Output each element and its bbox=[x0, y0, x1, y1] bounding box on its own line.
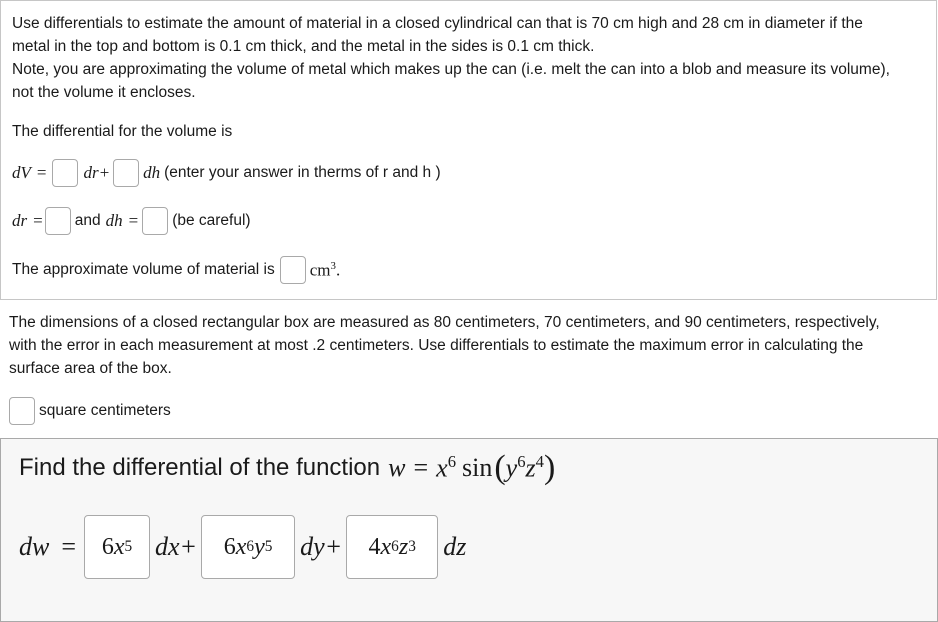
function-expression bbox=[436, 452, 456, 484]
dy-var-2: y bbox=[254, 533, 265, 560]
problem-1-text-line-2: metal in the top and bottom is 0.1 cm thick, and the metal in the sides is 0.1 cm thick. bbox=[12, 38, 595, 55]
dz-var-2: z bbox=[398, 533, 409, 560]
w-symbol: w bbox=[388, 453, 406, 482]
dz-coef: 4 bbox=[368, 533, 381, 560]
dy-var-1: x bbox=[235, 533, 247, 560]
dh-symbol: dh bbox=[143, 163, 161, 182]
dV-dr-coefficient-input[interactable] bbox=[52, 159, 78, 187]
surface-area-unit: square centimeters bbox=[39, 402, 171, 419]
dy-exp-1: 6 bbox=[246, 538, 255, 555]
equals-sign: = bbox=[36, 163, 47, 182]
surface-area-row bbox=[9, 397, 171, 425]
problem-2-text-line-1: The dimensions of a closed rectangular box are measured as 80 centimeters, 70 centimeters, and 90 centimeters, respectively, bbox=[9, 314, 880, 331]
left-paren: ( bbox=[494, 449, 506, 486]
problem-1-panel bbox=[0, 0, 937, 300]
surface-area-error-input[interactable] bbox=[9, 397, 35, 425]
dy-coef: 6 bbox=[223, 533, 236, 560]
problem-1-text-line-4: not the volume it encloses. bbox=[12, 84, 196, 101]
dw-symbol: dw bbox=[19, 532, 50, 561]
dx-plus-symbol: dx+ bbox=[155, 532, 198, 561]
z-var: z bbox=[525, 453, 536, 483]
z-exponent: 4 bbox=[535, 452, 544, 472]
dr-symbol: dr bbox=[12, 211, 28, 230]
dr-input[interactable] bbox=[45, 207, 71, 235]
dy-exp-2: 5 bbox=[264, 538, 273, 555]
dV-row bbox=[12, 159, 441, 187]
approx-volume-label: The approximate volume of material is bbox=[12, 261, 275, 278]
dz-symbol: dz bbox=[443, 532, 467, 561]
dz-exp-1: 6 bbox=[391, 538, 399, 555]
dz-exp-2: 3 bbox=[408, 538, 416, 555]
dr-plus-symbol: dr+ bbox=[83, 163, 111, 182]
equals-sign: = bbox=[128, 211, 139, 230]
dx-answer-input[interactable] bbox=[84, 515, 150, 579]
problem-1-text-line-1: Use differentials to estimate the amount of material in a closed cylindrical can that is 70 cm high and 28 cm in diameter if the bbox=[12, 15, 863, 32]
right-paren: ) bbox=[543, 449, 556, 486]
sin-argument bbox=[506, 452, 544, 484]
x-var: x bbox=[436, 453, 448, 483]
dz-var-1: x bbox=[380, 533, 392, 560]
equals-sign: = bbox=[61, 532, 77, 561]
dV-hint: (enter your answer in therms of r and h ) bbox=[164, 164, 441, 181]
dx-var: x bbox=[113, 533, 125, 560]
dr-dh-row bbox=[12, 207, 251, 235]
unit-cm3 bbox=[310, 260, 340, 281]
dV-symbol: dV bbox=[12, 163, 31, 182]
dh-input[interactable] bbox=[142, 207, 168, 235]
problem-3-panel bbox=[0, 438, 938, 622]
problem-3-prompt: Find the differential of the function bbox=[19, 454, 381, 481]
problem-2-panel bbox=[0, 300, 937, 438]
differential-label: The differential for the volume is bbox=[12, 123, 233, 140]
careful-hint: (be careful) bbox=[172, 212, 251, 229]
dh-symbol: dh bbox=[105, 211, 123, 230]
y-var: y bbox=[505, 453, 518, 483]
dy-answer-input[interactable] bbox=[201, 515, 295, 579]
dy-plus-symbol: dy+ bbox=[300, 532, 343, 561]
dw-row bbox=[19, 515, 466, 579]
equals-sign: = bbox=[33, 211, 43, 230]
sin-function: sin bbox=[462, 453, 493, 482]
approx-volume-input[interactable] bbox=[280, 256, 306, 284]
problem-3-prompt-row bbox=[19, 449, 555, 487]
y-exponent: 6 bbox=[517, 452, 526, 472]
approx-volume-row bbox=[12, 256, 340, 284]
dx-exp: 5 bbox=[124, 538, 133, 555]
problem-2-text-line-2: with the error in each measurement at most .2 centimeters. Use differentials to estimate the maximum error in calculating the bbox=[9, 337, 864, 354]
dV-dh-coefficient-input[interactable] bbox=[113, 159, 139, 187]
equals-sign: = bbox=[413, 453, 429, 482]
problem-2-text-line-3: surface area of the box. bbox=[9, 360, 172, 377]
unit-exponent: 3 bbox=[330, 259, 336, 272]
unit-base: cm bbox=[309, 260, 331, 280]
problem-1-text-line-3: Note, you are approximating the volume of metal which makes up the can (i.e. melt the can into a blob and measure its volume), bbox=[12, 61, 890, 78]
x-exponent: 6 bbox=[447, 452, 456, 472]
unit-period: . bbox=[335, 260, 341, 280]
and-text: and bbox=[74, 212, 101, 229]
dz-answer-input[interactable] bbox=[346, 515, 438, 579]
dx-coef: 6 bbox=[101, 533, 114, 560]
